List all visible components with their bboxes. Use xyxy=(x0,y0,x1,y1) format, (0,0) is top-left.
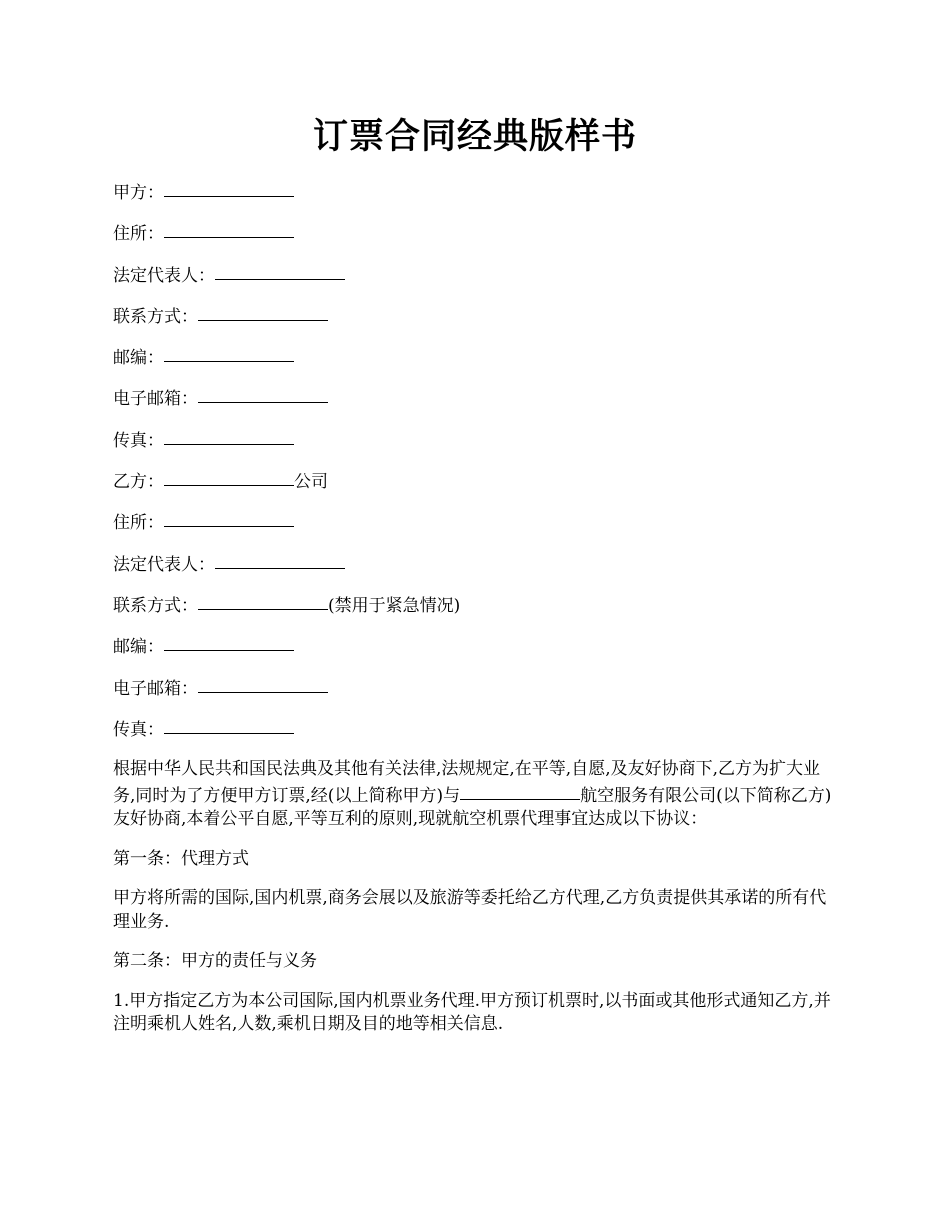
preamble-paragraph xyxy=(113,758,841,832)
party-b-postcode-label: 邮编： xyxy=(113,637,164,658)
preamble-text-part1: 根据中华人民共和国民法典及其他有关法律,法规规定,在平等,自愿,及友好协商下,乙方为扩大业务,同时为了方便甲方订票,经(以上简称甲方)与 xyxy=(113,759,821,806)
party-b-rep-label: 法定代表人： xyxy=(113,554,215,575)
party-b-rep-blank[interactable] xyxy=(215,548,345,569)
party-b-address-field xyxy=(113,507,838,548)
document-title: 订票合同经典版样书 xyxy=(312,116,637,157)
party-a-name-field xyxy=(113,177,838,218)
party-b-fax-blank[interactable] xyxy=(164,713,294,734)
party-b-name-blank[interactable] xyxy=(164,465,294,486)
party-a-fax-label: 传真： xyxy=(113,430,164,451)
party-a-postcode-label: 邮编： xyxy=(113,348,164,369)
party-b-contact-label: 联系方式： xyxy=(113,595,198,616)
party-a-rep-field xyxy=(113,260,838,301)
party-b-contact-field xyxy=(113,590,838,631)
party-b-fax-field xyxy=(113,714,838,755)
party-a-email-field xyxy=(113,383,838,424)
article2-item1: 1.甲方指定乙方为本公司国际,国内机票业务代理.甲方预订机票时,以书面或其他形式通知乙方,并注明乘机人姓名,人数,乘机日期及目的地等相关信息. xyxy=(113,990,831,1034)
party-a-postcode-field xyxy=(113,342,838,383)
article1-text: 甲方将所需的国际,国内机票,商务会展以及旅游等委托给乙方代理,乙方负责提供其承诺的所有代理业务. xyxy=(113,888,827,932)
party-info-fields xyxy=(113,177,838,755)
party-a-contact-blank[interactable] xyxy=(198,300,328,321)
party-a-label: 甲方： xyxy=(113,183,164,203)
party-a-rep-label: 法定代表人： xyxy=(113,265,215,286)
article1-heading: 第一条：代理方式 xyxy=(113,848,249,869)
party-a-postcode-blank[interactable] xyxy=(164,341,294,362)
party-b-name-field xyxy=(113,466,838,507)
party-a-address-label: 住所： xyxy=(113,224,164,245)
party-b-label: 乙方： xyxy=(113,472,164,493)
party-a-address-field xyxy=(113,218,838,259)
party-b-fax-label: 传真： xyxy=(113,719,164,740)
agency-name-blank[interactable] xyxy=(460,781,580,800)
article2-heading: 第二条：甲方的责任与义务 xyxy=(113,951,317,971)
party-b-contact-blank[interactable] xyxy=(198,589,328,610)
party-b-postcode-blank[interactable] xyxy=(164,630,294,651)
party-a-rep-blank[interactable] xyxy=(215,259,345,280)
party-a-fax-field xyxy=(113,425,838,466)
party-b-suffix: 公司 xyxy=(294,472,328,493)
party-b-email-label: 电子邮箱： xyxy=(113,678,198,699)
party-b-email-field xyxy=(113,673,838,714)
party-b-contact-note: (禁用于紧急情况) xyxy=(328,595,461,616)
party-b-address-blank[interactable] xyxy=(164,506,294,527)
party-a-name-blank[interactable] xyxy=(164,176,294,197)
preamble-text-part2: 航空服务有限公司(以下简称乙方)友好协商,本着公平自愿,平等互利的原则,现就航空机票代理事宜达成以下协议： xyxy=(113,785,832,829)
party-a-email-label: 电子邮箱： xyxy=(113,389,198,410)
party-a-address-blank[interactable] xyxy=(164,217,294,238)
party-b-email-blank[interactable] xyxy=(198,672,328,693)
party-a-fax-blank[interactable] xyxy=(164,424,294,445)
party-a-email-blank[interactable] xyxy=(198,382,328,403)
party-b-postcode-field xyxy=(113,631,838,672)
party-a-contact-label: 联系方式： xyxy=(113,306,198,327)
party-b-rep-field xyxy=(113,549,838,590)
party-b-address-label: 住所： xyxy=(113,513,164,534)
party-a-contact-field xyxy=(113,301,838,342)
contract-body xyxy=(113,758,841,1053)
